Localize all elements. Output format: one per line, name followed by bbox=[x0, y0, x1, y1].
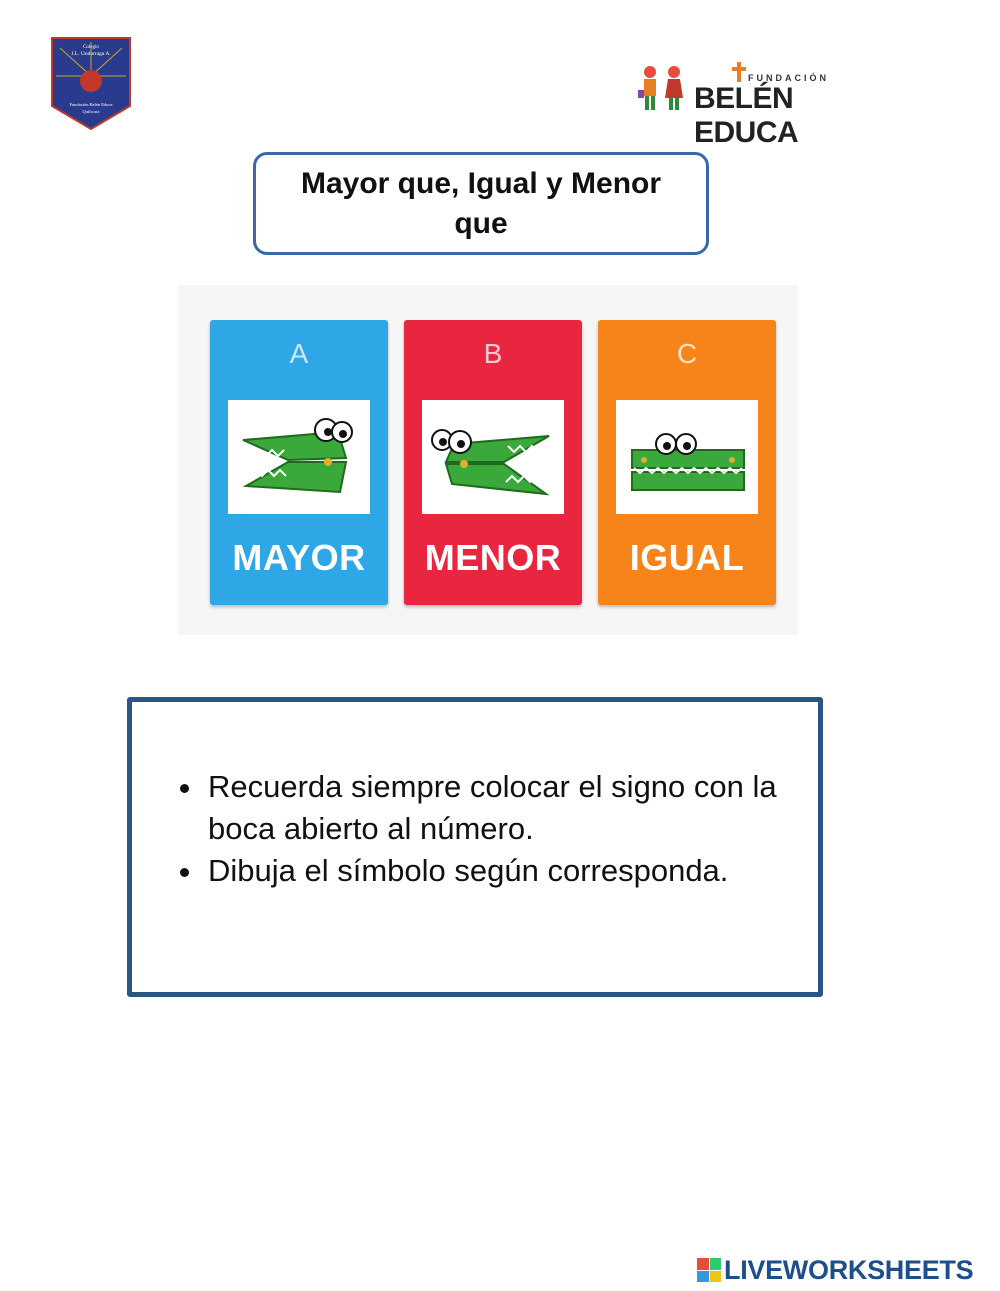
card-letter: B bbox=[483, 338, 503, 369]
card-igual bbox=[598, 320, 776, 605]
bullet-icon bbox=[180, 868, 189, 877]
instructions-list bbox=[192, 766, 812, 892]
title-box bbox=[253, 152, 709, 255]
card-menor bbox=[404, 320, 582, 605]
liveworksheets-label: LIVEWORKSHEETS bbox=[724, 1254, 974, 1285]
card-letter: A bbox=[289, 338, 309, 369]
crocodile-mayor-icon bbox=[228, 400, 370, 514]
instruction-text: Recuerda siempre colocar el signo con la boca abierto al número. bbox=[208, 769, 777, 846]
school-logo-line4: Quilicura bbox=[82, 109, 100, 114]
fundacion-belen-educa-logo bbox=[630, 60, 890, 149]
school-logo-line2: J.L. Undurraga A. bbox=[71, 51, 111, 57]
cross-icon bbox=[732, 62, 746, 82]
school-logo-line3: Fundación Belén Educa bbox=[69, 102, 113, 107]
list-item bbox=[192, 850, 812, 892]
crocodile-menor-icon bbox=[422, 400, 564, 514]
liveworksheets-icon bbox=[697, 1258, 721, 1282]
fundacion-label: FUNDACIÓN bbox=[748, 73, 829, 83]
card-mayor bbox=[210, 320, 388, 605]
instructions-box bbox=[127, 697, 823, 997]
page-title: Mayor que, Igual y Menor que bbox=[300, 166, 662, 240]
bullet-icon bbox=[180, 784, 189, 793]
card-label: MAYOR bbox=[232, 537, 366, 578]
crocodile-igual-icon bbox=[616, 400, 758, 514]
instruction-text: Dibuja el símbolo según corresponda. bbox=[208, 853, 729, 888]
children-icon bbox=[630, 60, 700, 120]
list-item bbox=[192, 766, 812, 850]
school-logo-line1: Colegio bbox=[83, 45, 99, 50]
card-label: MENOR bbox=[424, 537, 562, 578]
liveworksheets-brand bbox=[697, 1254, 973, 1286]
card-letter: C bbox=[676, 338, 698, 369]
card-label: IGUAL bbox=[629, 537, 745, 578]
belen-educa-label: BELÉN EDUCA bbox=[694, 82, 799, 149]
school-logo bbox=[50, 36, 132, 131]
comparison-cards-image bbox=[178, 285, 798, 635]
